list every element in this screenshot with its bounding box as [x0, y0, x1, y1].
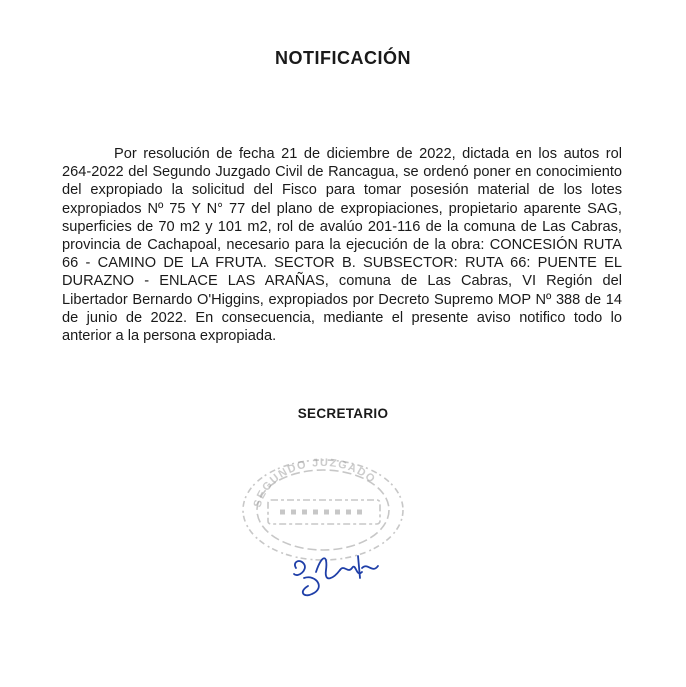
document-title: NOTIFICACIÓN	[275, 48, 411, 68]
handwritten-signature	[286, 548, 386, 600]
signer-title: SECRETARIO	[297, 406, 389, 421]
court-stamp	[238, 452, 408, 562]
svg-text:SEGUNDO JUZGADO: SEGUNDO JUZGADO	[251, 456, 379, 509]
notification-body: Por resolución de fecha 21 de diciembre de 2022, dictada en los autos rol 264-2022 del Segundo Juzgado Civil de Rancagua, se ordenó poner en conocimiento del expropiado la solicitud del Fisco para tomar posesión material de los lotes expropiados Nº 75 Y N° 77 del plano de expropiaciones, propietario aparente SAG, superficies de 70 m2 y 101 m2, rol de avalúo 201-116 de la comuna de Las Cabras, provincia de Cachapoal, necesario para la ejecución de la obra: CONCESIÓN RUTA 66 - CAMINO DE LA FRUTA. SECTOR B. SUBSECTOR: RUTA 66: PUENTE EL DURAZNO - ENLACE LAS ARAÑAS, comuna de Las Cabras, VI Región del Libertador Bernardo O'Higgins, expropiados por Decreto Supremo MOP Nº 388 de 14 de junio de 2022. En consecuencia, mediante el presente aviso notifico todo lo anterior a la persona expropiada.	[62, 146, 622, 345]
